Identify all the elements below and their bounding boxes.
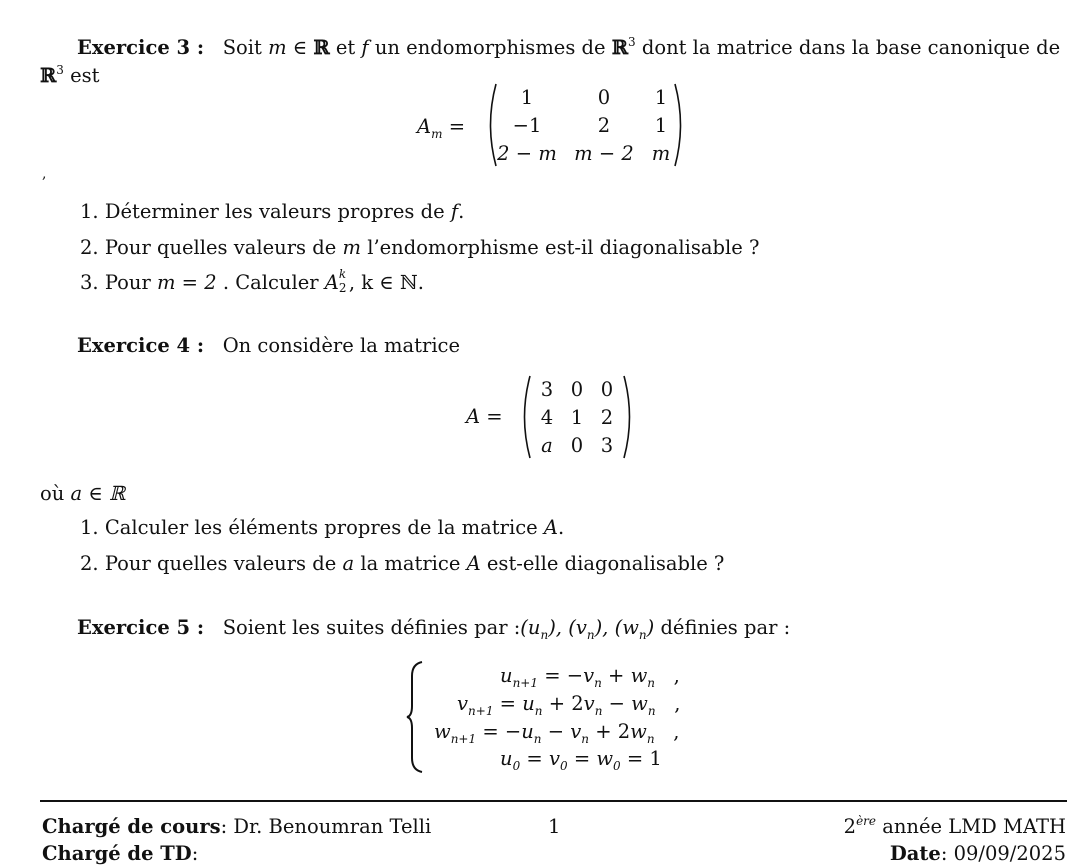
system-eq-1: $u_{n+1} = -v_n + w_n$ , <box>500 664 680 690</box>
footer-td: Chargé de TD: <box>42 842 199 865</box>
footer-level: 2ère année LMD MATH <box>843 814 1066 838</box>
ex3-title: Exercice 3 : <box>77 36 205 59</box>
ex4-item-1: 1. Calculer les éléments propres de la matrice A. <box>80 516 565 539</box>
ex5-intro: Exercice 5 : Soient les suites définies par $:(u_n)$, $(v_n)$, $(w_n)$ définies par : <box>77 616 791 642</box>
ex4-where: où a ∈ ℝ <box>40 482 126 505</box>
ex4-intro: Exercice 4 : On considère la matrice <box>77 334 461 357</box>
ex3-item-2: 2. Pour quelles valeurs de m l’endomorphisme est-il diagonalisable ? <box>80 236 760 259</box>
system-eq-4: $u_0 = v_0 = w_0 = 1$ <box>500 747 662 773</box>
ex3-item-1: 1. Déterminer les valeurs propres de f. <box>80 200 465 223</box>
page-number: 1 <box>548 815 561 838</box>
system-brace <box>406 660 426 774</box>
ex3-intro: Exercice 3 : Soit m ∈ ℝ et f un endomorphismes de ℝ$^3$ dont la matrice dans la base canonique de <box>77 35 1061 59</box>
ex4-matrix-label: A = <box>466 405 503 428</box>
system-eq-3: $w_{n+1} = -u_n - v_n + 2w_n$ , <box>434 720 680 746</box>
ex5-title: Exercice 5 : <box>77 616 205 639</box>
ex3-matrix-label: $A_m$ = <box>417 115 466 141</box>
stray-comma: , <box>42 166 47 182</box>
footer-rule <box>40 800 1067 802</box>
footer-cours: Chargé de cours: Dr. Benoumran Telli <box>42 815 432 838</box>
footer-date: Date: 09/09/2025 <box>889 842 1066 865</box>
ex3-item-3: 3. Pour m = 2 . Calculer A k 2 , k ∈ ℕ. <box>80 267 424 295</box>
ex4-title: Exercice 4 : <box>77 334 205 357</box>
system-eq-2: $v_{n+1} = u_n + 2v_n - w_n$ , <box>457 692 681 718</box>
left-paren <box>484 82 498 168</box>
ex3-intro-cont: ℝ$^3$ est <box>40 63 100 87</box>
ex4-item-2: 2. Pour quelles valeurs de a la matrice A est-elle diagonalisable ? <box>80 552 725 575</box>
